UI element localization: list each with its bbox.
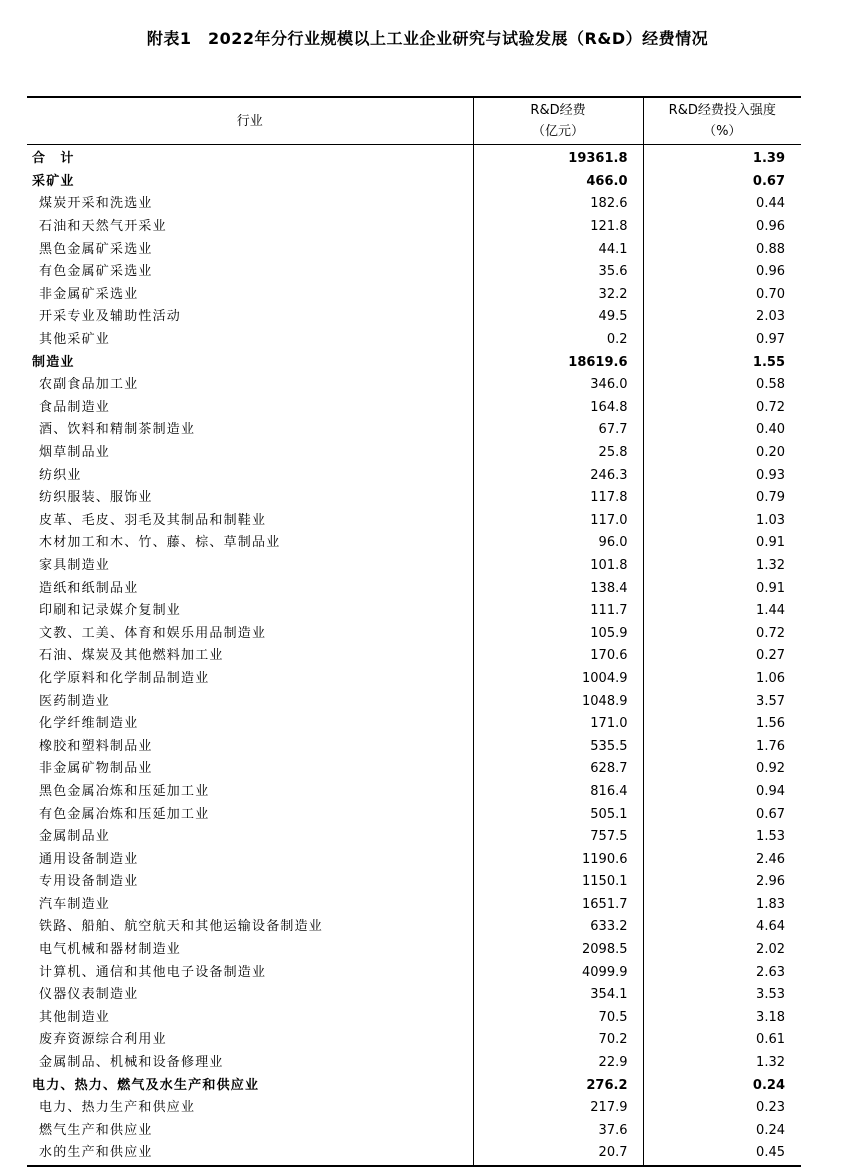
rd-intensity-cell: 0.92 xyxy=(756,761,785,777)
industry-cell: 有色金属矿采选业 xyxy=(39,264,153,280)
rd-intensity-cell: 0.93 xyxy=(756,467,785,483)
table-row xyxy=(27,171,801,194)
rd-expense-cell: 20.7 xyxy=(473,1142,643,1166)
rd-expense-cell: 1190.6 xyxy=(473,848,643,871)
header-rd-expense xyxy=(473,97,643,145)
table-row xyxy=(27,284,801,307)
rd-intensity-cell: 1.32 xyxy=(756,557,785,573)
industry-cell: 化学原料和化学制品制造业 xyxy=(39,670,210,686)
table-row xyxy=(27,193,801,216)
rd-expense-cell: 70.2 xyxy=(473,1029,643,1052)
rd-expense-cell: 111.7 xyxy=(473,600,643,623)
rd-intensity-cell: 1.44 xyxy=(756,603,785,619)
rd-intensity-cell: 0.24 xyxy=(756,1122,785,1138)
table-row xyxy=(27,781,801,804)
industry-cell: 制造业 xyxy=(32,354,75,370)
industry-cell: 燃气生产和供应业 xyxy=(39,1122,153,1138)
table-row xyxy=(27,261,801,284)
rd-intensity-cell: 1.39 xyxy=(752,151,785,167)
table-body xyxy=(27,145,801,1166)
table-row xyxy=(27,1074,801,1097)
table-header-row xyxy=(27,97,801,145)
rd-expense-cell: 121.8 xyxy=(473,216,643,239)
rd-intensity-cell: 0.72 xyxy=(756,399,785,415)
industry-cell: 电力、热力、燃气及水生产和供应业 xyxy=(32,1077,260,1093)
industry-cell: 纺织业 xyxy=(39,467,82,483)
industry-cell: 医药制造业 xyxy=(39,693,111,709)
table-row xyxy=(27,713,801,736)
industry-cell: 黑色金属矿采选业 xyxy=(39,241,153,257)
table-title: 附表1 2022年分行业规模以上工业企业研究与试验发展（R&D）经费情况 xyxy=(146,29,709,48)
rd-expense-cell: 25.8 xyxy=(473,442,643,465)
rd-intensity-cell: 0.79 xyxy=(756,490,785,506)
industry-cell: 采矿业 xyxy=(32,173,75,189)
industry-cell: 橡胶和塑料制品业 xyxy=(39,738,153,754)
industry-cell: 皮革、毛皮、羽毛及其制品和制鞋业 xyxy=(39,512,267,528)
rd-expense-cell: 138.4 xyxy=(473,577,643,600)
rd-expense-cell: 35.6 xyxy=(473,261,643,284)
rd-expense-cell: 70.5 xyxy=(473,1007,643,1030)
rd-intensity-cell: 1.83 xyxy=(756,896,785,912)
rd-expense-cell: 164.8 xyxy=(473,397,643,420)
industry-cell: 合 计 xyxy=(32,151,75,167)
rd-intensity-cell: 0.24 xyxy=(752,1077,785,1093)
industry-cell: 其他制造业 xyxy=(39,1009,111,1025)
table-row xyxy=(27,510,801,533)
rd-expense-cell: 535.5 xyxy=(473,735,643,758)
industry-cell: 石油、煤炭及其他燃料加工业 xyxy=(39,648,224,664)
rd-intensity-cell: 0.44 xyxy=(756,196,785,212)
rd-intensity-cell: 0.88 xyxy=(756,241,785,257)
industry-cell: 有色金属冶炼和压延加工业 xyxy=(39,806,210,822)
table-row xyxy=(27,306,801,329)
rd-expense-cell: 117.0 xyxy=(473,510,643,533)
table-row xyxy=(27,735,801,758)
table-row xyxy=(27,871,801,894)
rd-intensity-cell: 0.58 xyxy=(756,377,785,393)
industry-cell: 水的生产和供应业 xyxy=(39,1145,153,1161)
rd-expense-cell: 246.3 xyxy=(473,464,643,487)
table-row xyxy=(27,645,801,668)
industry-cell: 家具制造业 xyxy=(39,557,111,573)
rd-intensity-cell: 1.76 xyxy=(756,738,785,754)
industry-cell: 纺织服装、服饰业 xyxy=(39,490,153,506)
table-row xyxy=(27,1029,801,1052)
header-industry: 行业 xyxy=(27,97,473,145)
rd-expense-cell: 505.1 xyxy=(473,803,643,826)
table-row xyxy=(27,1007,801,1030)
header-rd-intensity-unit: （%） xyxy=(703,124,742,139)
table-row xyxy=(27,939,801,962)
industry-cell: 铁路、船舶、航空航天和其他运输设备制造业 xyxy=(39,919,324,935)
table-row xyxy=(27,397,801,420)
header-rd-expense-unit: （亿元） xyxy=(531,124,584,139)
table-row xyxy=(27,894,801,917)
industry-cell: 通用设备制造业 xyxy=(39,851,139,867)
table-row xyxy=(27,961,801,984)
industry-cell: 食品制造业 xyxy=(39,399,111,415)
rd-intensity-cell: 3.18 xyxy=(756,1009,785,1025)
rd-expense-cell: 67.7 xyxy=(473,419,643,442)
header-rd-intensity xyxy=(643,97,801,145)
rd-expense-cell: 1150.1 xyxy=(473,871,643,894)
industry-cell: 废弃资源综合利用业 xyxy=(39,1032,167,1048)
industry-cell: 其他采矿业 xyxy=(39,332,111,348)
industry-cell: 造纸和纸制品业 xyxy=(39,580,139,596)
rd-intensity-cell: 2.96 xyxy=(756,874,785,890)
rd-expense-cell: 105.9 xyxy=(473,622,643,645)
industry-cell: 酒、饮料和精制茶制造业 xyxy=(39,422,196,438)
table-row xyxy=(27,848,801,871)
rd-intensity-cell: 0.40 xyxy=(756,422,785,438)
rd-expense-cell: 19361.8 xyxy=(473,145,643,171)
rd-intensity-cell: 1.32 xyxy=(756,1055,785,1071)
rd-expense-cell: 49.5 xyxy=(473,306,643,329)
rd-expense-cell: 37.6 xyxy=(473,1120,643,1143)
rd-expense-cell: 628.7 xyxy=(473,758,643,781)
table-row xyxy=(27,826,801,849)
rd-intensity-cell: 2.63 xyxy=(756,964,785,980)
rd-intensity-cell: 1.06 xyxy=(756,670,785,686)
rd-intensity-cell: 0.20 xyxy=(756,445,785,461)
rd-expense-cell: 217.9 xyxy=(473,1097,643,1120)
industry-cell: 金属制品、机械和设备修理业 xyxy=(39,1055,224,1071)
industry-cell: 印刷和记录媒介复制业 xyxy=(39,603,182,619)
table-row xyxy=(27,464,801,487)
table-row xyxy=(27,577,801,600)
rd-expense-cell: 2098.5 xyxy=(473,939,643,962)
rd-expense-cell: 1004.9 xyxy=(473,668,643,691)
table-row xyxy=(27,351,801,374)
rd-intensity-cell: 0.70 xyxy=(756,286,785,302)
rd-expense-cell: 1048.9 xyxy=(473,690,643,713)
industry-cell: 计算机、通信和其他电子设备制造业 xyxy=(39,964,267,980)
table-row xyxy=(27,329,801,352)
table-row xyxy=(27,690,801,713)
table-row xyxy=(27,600,801,623)
industry-cell: 烟草制品业 xyxy=(39,445,111,461)
rd-expense-cell: 633.2 xyxy=(473,916,643,939)
industry-cell: 电力、热力生产和供应业 xyxy=(39,1100,196,1116)
rd-intensity-cell: 0.67 xyxy=(756,806,785,822)
industry-cell: 开采专业及辅助性活动 xyxy=(39,309,182,325)
rd-expense-cell: 171.0 xyxy=(473,713,643,736)
industry-cell: 专用设备制造业 xyxy=(39,874,139,890)
industry-cell: 化学纤维制造业 xyxy=(39,716,139,732)
rd-intensity-cell: 1.55 xyxy=(752,354,785,370)
industry-cell: 文教、工美、体育和娱乐用品制造业 xyxy=(39,625,267,641)
table-row xyxy=(27,1120,801,1143)
rd-expense-cell: 170.6 xyxy=(473,645,643,668)
table-row xyxy=(27,803,801,826)
industry-cell: 煤炭开采和洗选业 xyxy=(39,196,153,212)
rd-expense-cell: 101.8 xyxy=(473,555,643,578)
rd-intensity-cell: 1.56 xyxy=(756,716,785,732)
table-row xyxy=(27,216,801,239)
header-rd-intensity-label: R&D经费投入强度 xyxy=(668,103,776,118)
industry-cell: 木材加工和木、竹、藤、棕、草制品业 xyxy=(39,535,281,551)
industry-cell: 非金属矿采选业 xyxy=(39,286,139,302)
rd-intensity-cell: 1.03 xyxy=(756,512,785,528)
header-rd-expense-label: R&D经费 xyxy=(530,103,586,118)
rd-intensity-cell: 2.03 xyxy=(756,309,785,325)
rd-expense-cell: 354.1 xyxy=(473,984,643,1007)
rd-intensity-cell: 0.97 xyxy=(756,332,785,348)
rd-expense-table xyxy=(27,96,801,1167)
rd-expense-cell: 96.0 xyxy=(473,532,643,555)
rd-intensity-cell: 1.53 xyxy=(756,829,785,845)
rd-expense-cell: 22.9 xyxy=(473,1052,643,1075)
rd-expense-cell: 466.0 xyxy=(473,171,643,194)
industry-cell: 农副食品加工业 xyxy=(39,377,139,393)
table-row xyxy=(27,1142,801,1166)
rd-expense-cell: 32.2 xyxy=(473,284,643,307)
table-row xyxy=(27,1097,801,1120)
rd-expense-cell: 346.0 xyxy=(473,374,643,397)
table-row xyxy=(27,916,801,939)
table-row xyxy=(27,145,801,171)
rd-intensity-cell: 0.91 xyxy=(756,580,785,596)
industry-cell: 汽车制造业 xyxy=(39,896,111,912)
rd-expense-cell: 44.1 xyxy=(473,238,643,261)
rd-intensity-cell: 3.53 xyxy=(756,987,785,1003)
table-row xyxy=(27,622,801,645)
table-row xyxy=(27,984,801,1007)
rd-intensity-cell: 0.45 xyxy=(756,1145,785,1161)
table-row xyxy=(27,555,801,578)
rd-intensity-cell: 2.02 xyxy=(756,942,785,958)
industry-cell: 电气机械和器材制造业 xyxy=(39,942,182,958)
rd-intensity-cell: 0.27 xyxy=(756,648,785,664)
rd-expense-cell: 18619.6 xyxy=(473,351,643,374)
table-row xyxy=(27,487,801,510)
rd-intensity-cell: 0.96 xyxy=(756,219,785,235)
table-row xyxy=(27,1052,801,1075)
rd-expense-cell: 0.2 xyxy=(473,329,643,352)
rd-expense-cell: 816.4 xyxy=(473,781,643,804)
rd-expense-cell: 4099.9 xyxy=(473,961,643,984)
table-row xyxy=(27,442,801,465)
table-row xyxy=(27,374,801,397)
rd-intensity-cell: 0.72 xyxy=(756,625,785,641)
rd-intensity-cell: 2.46 xyxy=(756,851,785,867)
rd-intensity-cell: 0.96 xyxy=(756,264,785,280)
table-row xyxy=(27,419,801,442)
rd-intensity-cell: 0.67 xyxy=(752,173,785,189)
rd-expense-cell: 182.6 xyxy=(473,193,643,216)
rd-expense-cell: 117.8 xyxy=(473,487,643,510)
rd-intensity-cell: 3.57 xyxy=(756,693,785,709)
table-row xyxy=(27,668,801,691)
table-row xyxy=(27,758,801,781)
table-row xyxy=(27,238,801,261)
rd-expense-cell: 276.2 xyxy=(473,1074,643,1097)
table-row xyxy=(27,532,801,555)
industry-cell: 仪器仪表制造业 xyxy=(39,987,139,1003)
rd-intensity-cell: 0.61 xyxy=(756,1032,785,1048)
rd-intensity-cell: 0.91 xyxy=(756,535,785,551)
rd-expense-cell: 1651.7 xyxy=(473,894,643,917)
rd-intensity-cell: 0.94 xyxy=(756,783,785,799)
industry-cell: 石油和天然气开采业 xyxy=(39,219,167,235)
industry-cell: 非金属矿物制品业 xyxy=(39,761,153,777)
rd-intensity-cell: 4.64 xyxy=(756,919,785,935)
rd-intensity-cell: 0.23 xyxy=(756,1100,785,1116)
rd-expense-cell: 757.5 xyxy=(473,826,643,849)
industry-cell: 黑色金属冶炼和压延加工业 xyxy=(39,783,210,799)
industry-cell: 金属制品业 xyxy=(39,829,111,845)
